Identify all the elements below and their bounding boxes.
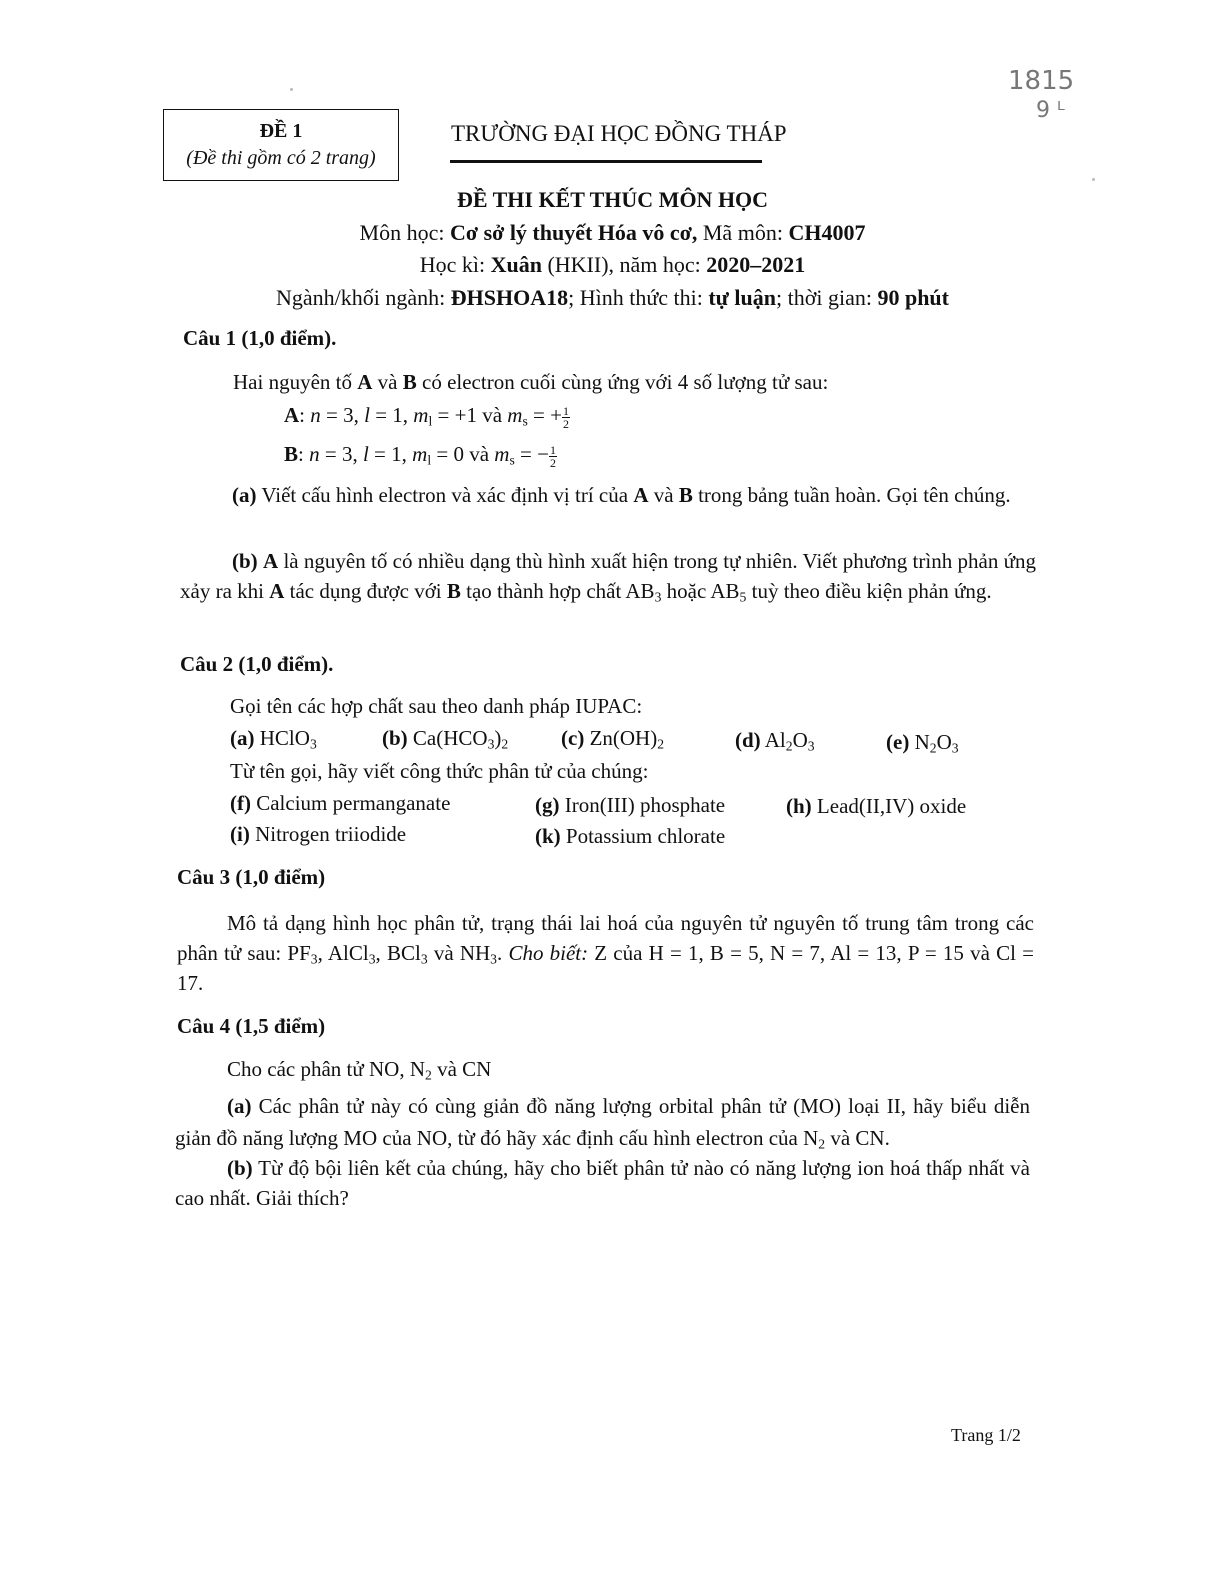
qn-B-l: 1 [391, 442, 402, 466]
qn-A-ml: +1 [454, 403, 477, 427]
frac-num: 1 [562, 403, 569, 418]
q1-b-label: (b) [232, 549, 258, 573]
qn-B-n: 3 [341, 442, 353, 466]
semester-line [0, 251, 1225, 279]
colon: : [298, 442, 310, 466]
element-A: A [357, 370, 373, 394]
eq: = [368, 442, 392, 466]
q2-intro-2: Từ tên gọi, hãy viết công thức phân tử của chúng: [230, 759, 649, 783]
exam-code: ĐỀ 1 [259, 120, 303, 142]
sym-m: m [507, 403, 523, 427]
q2-title: Câu 2 (1,0 điểm). [180, 652, 334, 676]
q1-part-a [180, 481, 1036, 509]
compound-name: Potassium chlorate [560, 824, 726, 848]
q1-b-text: là nguyên tố có nhiều dạng thù hình xuất hiện trong tự nhiên. Viết phương trình phản ứng xảy ra khi [180, 549, 1037, 603]
q3-text: , BCl [375, 941, 421, 965]
label: (f) [230, 791, 251, 815]
sym-m: m [494, 442, 510, 466]
program-line [0, 284, 1225, 312]
compound-name: Iron(III) phosphate [559, 793, 726, 817]
comma: , [401, 442, 413, 466]
semester-label: Học kì: [419, 252, 491, 277]
sub: 3 [420, 951, 428, 967]
sym-l: l [364, 403, 370, 427]
q1-part-b [180, 546, 1036, 606]
q3-text: Z của H = 1, B = 5, N = 7, Al = 13, P = 15 và Cl = 17. [177, 941, 1034, 995]
sub: 5 [739, 589, 747, 605]
exam-title: ĐỀ THI KẾT THÚC MÔN HỌC [456, 187, 769, 212]
semester-year: 2020–2021 [706, 252, 806, 277]
q4-part-a [175, 1090, 1030, 1154]
sym-n: n [310, 403, 321, 427]
q1-intro [233, 368, 828, 396]
fraction-half [549, 444, 557, 469]
program-label: Ngành/khối ngành: [275, 285, 451, 310]
formula: Zn(OH) [589, 726, 658, 750]
element-B: B [446, 579, 461, 603]
q1-b-text-2: tác dụng được với [284, 579, 447, 603]
q1-a-text: Viết cấu hình electron và xác định vị trí của [256, 483, 634, 507]
name-h [786, 792, 966, 820]
q1-a-text-2: trong bảng tuần hoàn. Gọi tên chúng. [692, 483, 1011, 507]
q4-a-text: Các phân tử này có cùng giản đồ năng lượng orbital phân tử (MO) loại II, hãy biểu diễn giản đồ năng lượng MO của NO, từ đó hãy xác định cấu hình electron của N [175, 1094, 1030, 1150]
qn-A-label: A [284, 403, 300, 427]
sub: 3 [309, 736, 317, 752]
course-code: CH4007 [788, 220, 866, 245]
colon: : [299, 403, 311, 427]
sub: 2 [818, 1136, 826, 1152]
eq: = [319, 442, 342, 466]
program-time: 90 phút [877, 285, 949, 310]
compound-name: Calcium permanganate [250, 791, 451, 815]
formula: Ca(HCO [412, 726, 488, 750]
q4-part-b [175, 1153, 1030, 1213]
handwritten-note-2: 9 ᴸ [1036, 98, 1065, 123]
sub: 3 [490, 951, 497, 967]
course-subject: Cơ sở lý thuyết Hóa vô cơ, [450, 220, 698, 245]
scan-speck [1092, 178, 1095, 181]
label: (h) [786, 794, 812, 818]
sym-l: l [362, 442, 369, 466]
eq: = [432, 403, 455, 427]
label: (k) [535, 824, 561, 848]
q3-text: và NH [427, 941, 491, 965]
quantum-numbers-B [284, 440, 557, 469]
sym-m: m [413, 403, 429, 427]
eq: = [527, 403, 551, 427]
school-name: TRƯỜNG ĐẠI HỌC ĐỒNG THÁP [451, 121, 787, 146]
formula: HClO [259, 726, 310, 750]
sub-l: l [427, 452, 432, 468]
name-k [535, 822, 725, 850]
sub: 3 [654, 589, 662, 605]
comma: , [352, 442, 363, 466]
sub: 3 [310, 951, 318, 967]
program-form: tự luận [708, 285, 776, 310]
program-major: ĐHSHOA18 [450, 285, 569, 310]
eq: = [431, 442, 454, 466]
label: (a) [230, 726, 255, 750]
sub-l: l [428, 413, 433, 429]
q4-text: Cho các phân tử NO, N [227, 1057, 426, 1081]
semester-term: Xuân [490, 252, 542, 277]
frac-num: 1 [549, 442, 556, 457]
qn-A-ms-sign: + [550, 403, 562, 427]
sub: 3 [951, 740, 959, 756]
compound-a [230, 724, 317, 752]
qn-A-n: 3 [343, 403, 354, 427]
q1-b-text-4: hoặc AB [661, 579, 740, 603]
q4-intro [227, 1055, 491, 1083]
sub: 3 [368, 951, 376, 967]
label: (b) [382, 726, 408, 750]
q4-b-label: (b) [227, 1156, 253, 1180]
sub: 2 [501, 736, 509, 752]
q1-and: và [648, 483, 679, 507]
eq: = [320, 403, 344, 427]
sub: 2 [785, 738, 793, 754]
element-A: A [269, 579, 285, 603]
compound-c [561, 724, 664, 752]
q3-text: . [497, 941, 509, 965]
element-B: B [402, 370, 417, 394]
pages-note: (Đề thi gồm có 2 trang) [186, 147, 376, 169]
q1-and: và [372, 370, 403, 394]
label: (c) [561, 726, 585, 750]
frac-den: 2 [562, 416, 569, 431]
name-f [230, 789, 450, 817]
qn-A-l: 1 [392, 403, 403, 427]
q1-title: Câu 1 (1,0 điểm). [183, 326, 337, 350]
eq: = [514, 442, 538, 466]
sym-n: n [309, 442, 320, 466]
label: (d) [735, 728, 761, 752]
header-rule [450, 160, 762, 163]
comma: , [353, 403, 365, 427]
frac-den: 2 [549, 455, 556, 470]
handwritten-note-1: 1815 [1008, 66, 1075, 96]
label: (e) [886, 730, 910, 754]
compound-name: Lead(II,IV) oxide [811, 794, 967, 818]
va: và [476, 403, 508, 427]
qn-B-label: B [284, 442, 299, 466]
formula: N [914, 730, 930, 754]
q3-given: Cho biết: [508, 941, 589, 965]
sub: 2 [929, 740, 937, 756]
page-number: Trang 1/2 [951, 1425, 1021, 1445]
qn-B-ms-sign: − [537, 442, 549, 466]
q3-text: Mô tả dạng hình học phân tử, trạng thái lai hoá của nguyên tử nguyên tố trung tâm trong các phân tử sau: PF [177, 911, 1034, 965]
label: (g) [535, 793, 560, 817]
name-i [230, 820, 406, 848]
program-form-label: ; Hình thức thi: [568, 285, 709, 310]
va: và [463, 442, 495, 466]
comma: , [402, 403, 414, 427]
scan-speck [290, 88, 293, 91]
name-g [535, 791, 725, 819]
exam-code-box [163, 109, 399, 181]
sub: 3 [487, 736, 495, 752]
compound-name: Nitrogen triiodide [249, 822, 407, 846]
q3-text: , AlCl [317, 941, 369, 965]
q4-a-text-2: và CN. [825, 1126, 890, 1150]
course-line [0, 219, 1225, 247]
semester-term-note: (HKII), năm học: [541, 252, 707, 277]
formula: Al [764, 728, 786, 752]
sub-s: s [509, 452, 515, 468]
q4-a-label: (a) [227, 1094, 252, 1118]
sub-s: s [522, 413, 528, 429]
q1-intro-text-2: có electron cuối cùng ứng với 4 số lượng tử sau: [416, 370, 829, 394]
label: (i) [230, 822, 250, 846]
quantum-numbers-A [284, 401, 570, 430]
sym-m: m [412, 442, 428, 466]
q4-title: Câu 4 (1,5 điểm) [177, 1014, 326, 1038]
q2-intro: Gọi tên các hợp chất sau theo danh pháp IUPAC: [230, 694, 643, 718]
program-time-label: ; thời gian: [775, 285, 878, 310]
formula: O [792, 728, 808, 752]
sub: 2 [657, 736, 665, 752]
q1-b-text-3: tạo thành hợp chất AB [460, 579, 655, 603]
formula: ) [494, 726, 502, 750]
compound-e [886, 728, 959, 756]
compound-b [382, 724, 508, 752]
element-A: A [633, 483, 649, 507]
q1-a-label: (a) [232, 483, 257, 507]
sub: 2 [425, 1067, 432, 1083]
q4-b-text: Từ độ bội liên kết của chúng, hãy cho biết phân tử nào có năng lượng ion hoá thấp nhất và cao nhất. Giải thích? [175, 1156, 1030, 1210]
course-code-label: Mã môn: [697, 220, 789, 245]
course-subject-label: Môn học: [359, 220, 450, 245]
qn-B-ml: 0 [453, 442, 464, 466]
q1-intro-text: Hai nguyên tố [233, 370, 358, 394]
element-B: B [678, 483, 693, 507]
q3-title: Câu 3 (1,0 điểm) [177, 865, 326, 889]
formula: O [936, 730, 952, 754]
compound-d [735, 726, 815, 754]
q3-body [177, 908, 1034, 998]
q1-b-text-5: tuỳ theo điều kiện phản ứng. [746, 579, 992, 603]
eq: = [369, 403, 393, 427]
sub: 3 [807, 738, 815, 754]
element-A: A [262, 549, 279, 573]
fraction-half [562, 405, 570, 430]
q4-text: và CN [431, 1057, 492, 1081]
